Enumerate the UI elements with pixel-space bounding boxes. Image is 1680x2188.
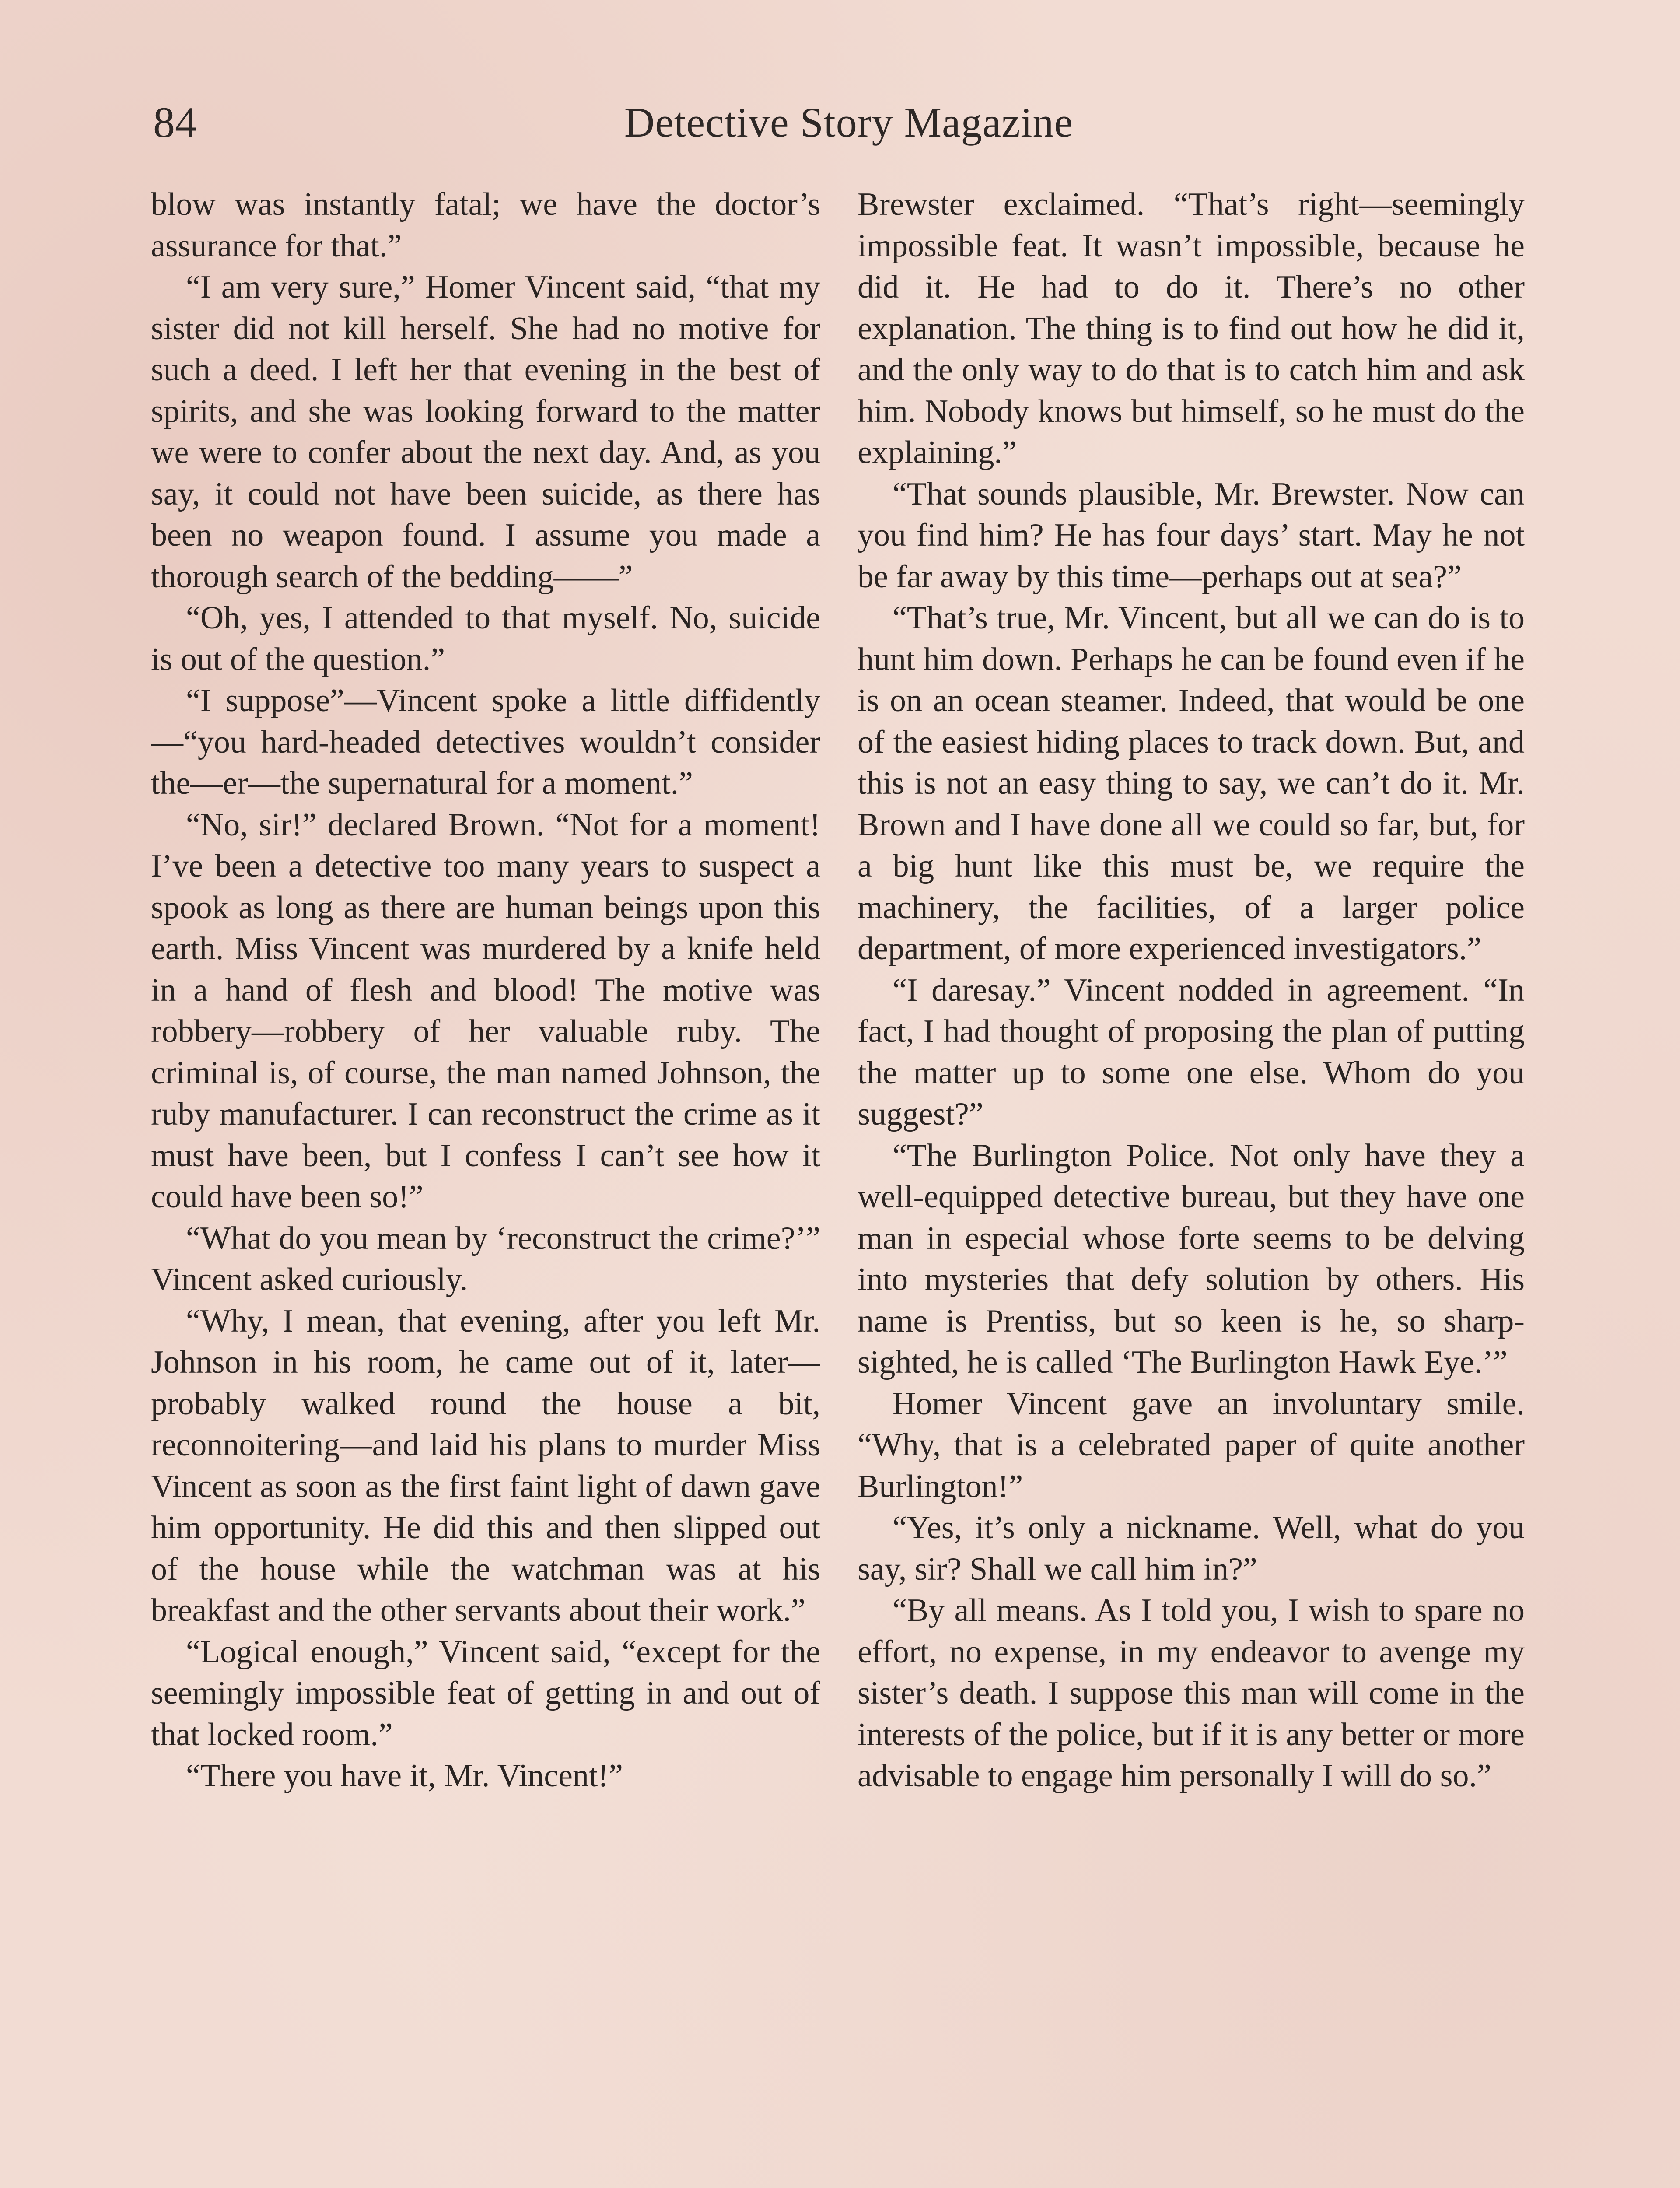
page-number: 84	[153, 98, 197, 147]
paragraph: “That’s true, Mr. Vincent, but all we can do is to hunt him down. Perhaps he can be found even if he is on an ocean steamer. Indeed, that would be one of the easiest hiding places to track down. But, and this is not an easy thing to say, we can’t do it. Mr. Brown and I have done all we could so far, but, for a big hunt like this must be, we require the machinery, the facilities, of a larger police department, of more experienced investigators.”	[858, 600, 1525, 967]
paragraph: “By all means. As I told you, I wish to spare no effort, no expense, in my endeavor to avenge my sister’s death. I suppose this man will come in the interests of the police, but if it is any better or more advisable to engage him personally I will do so.”	[858, 1592, 1525, 1794]
paragraph: “What do you mean by ‘reconstruct the crime?’” Vincent asked curiously.	[151, 1220, 820, 1297]
paragraph: “That sounds plausible, Mr. Brewster. Now can you find him? He has four days’ start. May he not be far away by this time—perhaps out at sea?”	[858, 476, 1525, 595]
paragraph: “I am very sure,” Homer Vincent said, “that my sister did not kill herself. She had no motive for such a deed. I left her that evening in the best of spirits, and she was looking forward to the matter we were to confer about the next day. And, as you say, it could not have been suicide, as there has been no weapon found. I assume you made a thorough search of the bedding——”	[151, 269, 820, 595]
paragraph: “There you have it, Mr. Vincent!”	[186, 1758, 623, 1794]
paragraph: Brewster exclaimed. “That’s right—seemingly impossible feat. It wasn’t impossible, because he did it. He had to do it. There’s no other explanation. The thing is to find out how he did it, and the only way to do that is to catch him and ask him. Nobody knows but himself, so he must do the explaining.”	[858, 186, 1525, 470]
paragraph: “I suppose”—Vincent spoke a little diffidently—“you hard-headed detectives wouldn’t consider the—er—the supernatural for a moment.”	[151, 683, 820, 801]
paragraph: blow was instantly fatal; we have the doctor’s assurance for that.”	[151, 186, 820, 264]
paragraph: “Why, I mean, that evening, after you left Mr. Johnson in his room, he came out of it, later—probably walked round the house a bit, reconnoitering—and laid his plans to murder Miss Vincent as soon as the first faint light of dawn gave him opportunity. He did this and then slipped out of the house while the watchman was at his breakfast and the other servants about their work.”	[151, 1303, 820, 1628]
left-column	[151, 184, 820, 2188]
paragraph: “Yes, it’s only a nickname. Well, what do you say, sir? Shall we call him in?”	[858, 1510, 1525, 1587]
right-column	[858, 184, 1525, 2188]
paragraph: “Logical enough,” Vincent said, “except for the seemingly impossible feat of getting in and out of that locked room.”	[151, 1634, 820, 1753]
running-title: Detective Story Magazine	[624, 99, 1074, 146]
paragraph: “The Burlington Police. Not only have they a well-equipped detective bureau, but they have one man in especial whose forte seems to be delving into mysteries that defy solution by others. His name is Prentiss, but so keen is he, so sharp-sighted, he is called ‘The Burlington Hawk Eye.’”	[858, 1137, 1525, 1380]
paragraph: “I daresay.” Vincent nodded in agreement. “In fact, I had thought of proposing the plan of putting the matter up to some one else. Whom do you suggest?”	[858, 972, 1525, 1132]
page-header	[153, 94, 1544, 151]
paragraph: “No, sir!” declared Brown. “Not for a moment! I’ve been a detective too many years to suspect a spook as long as there are human beings upon this earth. Miss Vincent was murdered by a knife held in a hand of flesh and blood! The motive was robbery—robbery of her valuable ruby. The criminal is, of course, the man named Johnson, the ruby manufacturer. I can reconstruct the crime as it must have been, but I confess I can’t see how it could have been so!”	[151, 806, 820, 1215]
paragraph: Homer Vincent gave an involuntary smile. “Why, that is a celebrated paper of quite another Burlington!”	[858, 1385, 1525, 1504]
paragraph: “Oh, yes, I attended to that myself. No, suicide is out of the question.”	[151, 600, 820, 677]
